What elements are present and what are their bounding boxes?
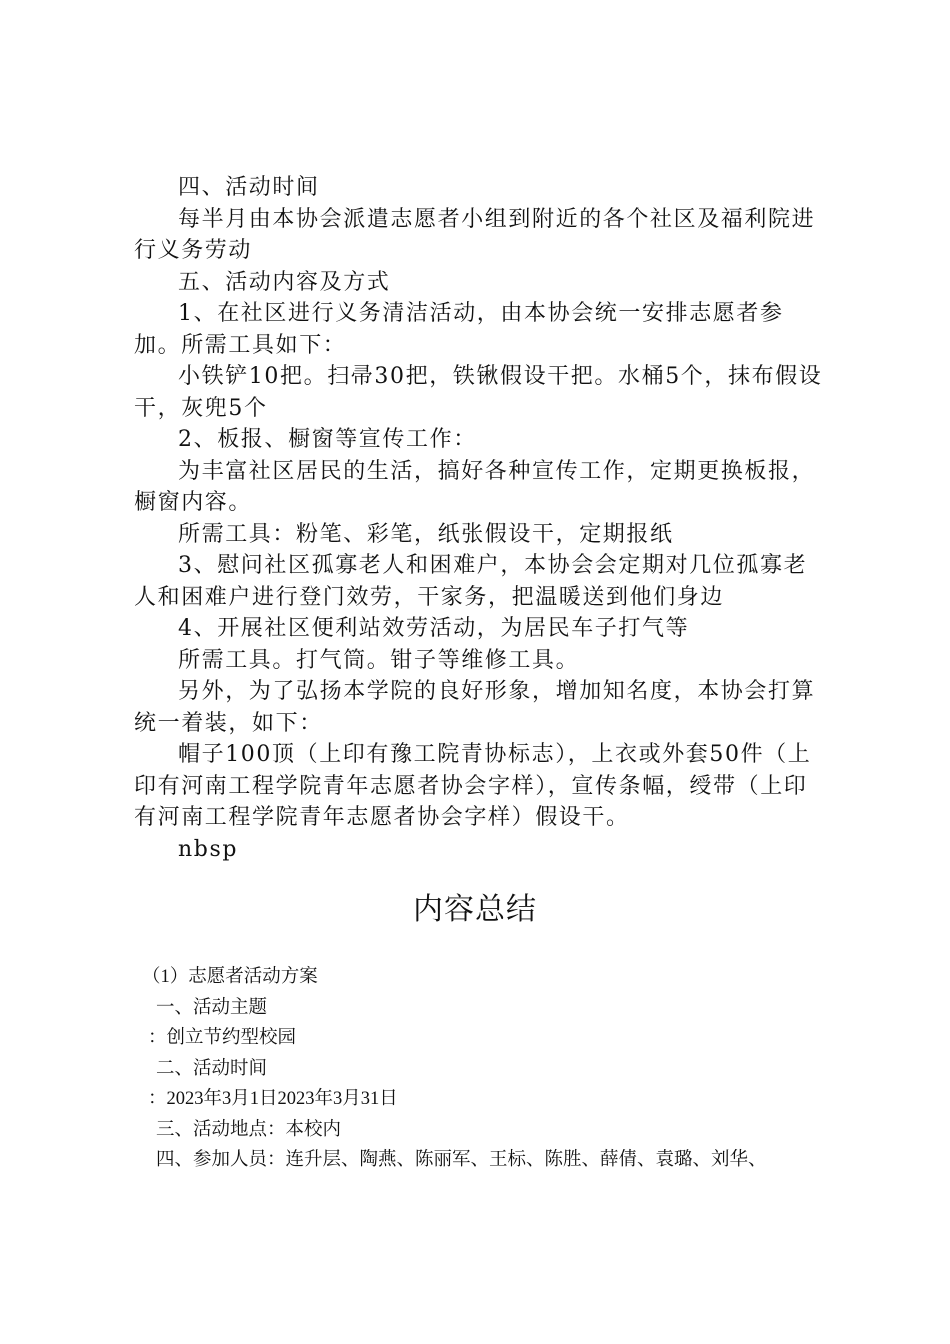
paragraph-publicity-detail: 为丰富社区居民的生活，搞好各种宣传工作，定期更换板报，橱窗内容。	[134, 458, 816, 515]
paragraph-service-station: 4、开展社区便利站效劳活动，为居民车子打气等	[178, 616, 690, 641]
paragraph-uniform-items: 帽子100顶（上印有豫工院青协标志），上衣或外套50件（上印有河南工程学院青年志愿者协会字样），宣传条幅，绶带（上印有河南工程学院青年志愿者协会字样）假设干。	[134, 742, 812, 830]
summary-line-theme: ：创立节约型校园	[148, 1028, 297, 1048]
paragraph-publicity-tools: 所需工具：粉笔、彩笔，纸张假设干，定期报纸	[178, 521, 674, 547]
summary-line-time-heading: 二、活动时间	[156, 1058, 268, 1079]
summary-line-theme-heading: 一、活动主题	[156, 997, 268, 1018]
paragraph-service-tools: 所需工具。打气筒。钳子等维修工具。	[178, 647, 580, 673]
summary-line-location: 三、活动地点：本校内	[156, 1119, 342, 1140]
paragraph-activity-time: 每半月由本协会派遣志愿者小组到附近的各个社区及福利院进行义务劳动	[134, 206, 816, 263]
summary-line-time: ：2023年3月1日2023年3月31日	[148, 1089, 398, 1109]
main-body	[134, 172, 824, 865]
paragraph-publicity: 2、板报、橱窗等宣传工作：	[178, 427, 477, 452]
summary-line-plan: （1）志愿者活动方案	[142, 967, 318, 987]
paragraph-cleaning: 1、在社区进行义务清洁活动，由本协会统一安排志愿者参加。所需工具如下：	[134, 301, 784, 358]
summary-section	[142, 962, 838, 1176]
heading-activity-time: 四、活动时间	[178, 175, 320, 200]
paragraph-uniform: 另外，为了弘扬本学院的良好形象，增加知名度，本协会打算统一着装，如下：	[134, 679, 816, 736]
heading-activity-content: 五、活动内容及方式	[178, 269, 391, 295]
paragraph-cleaning-tools: 小铁铲10把。扫帚30把，铁锹假设干把。水桶5个，抹布假设干，灰兜5个	[134, 364, 823, 421]
summary-title: 内容总结	[413, 892, 537, 927]
paragraph-elderly-visits: 3、慰问社区孤寡老人和困难户，本协会会定期对几位孤寡老人和困难户进行登门效劳，干家务，把温暖送到他们身边	[134, 553, 808, 610]
summary-line-participants: 四、参加人员：连升层、陶燕、陈丽军、王标、陈胜、薛倩、袁璐、刘华、	[156, 1150, 767, 1170]
paragraph-nbsp: nbsp	[178, 836, 239, 862]
